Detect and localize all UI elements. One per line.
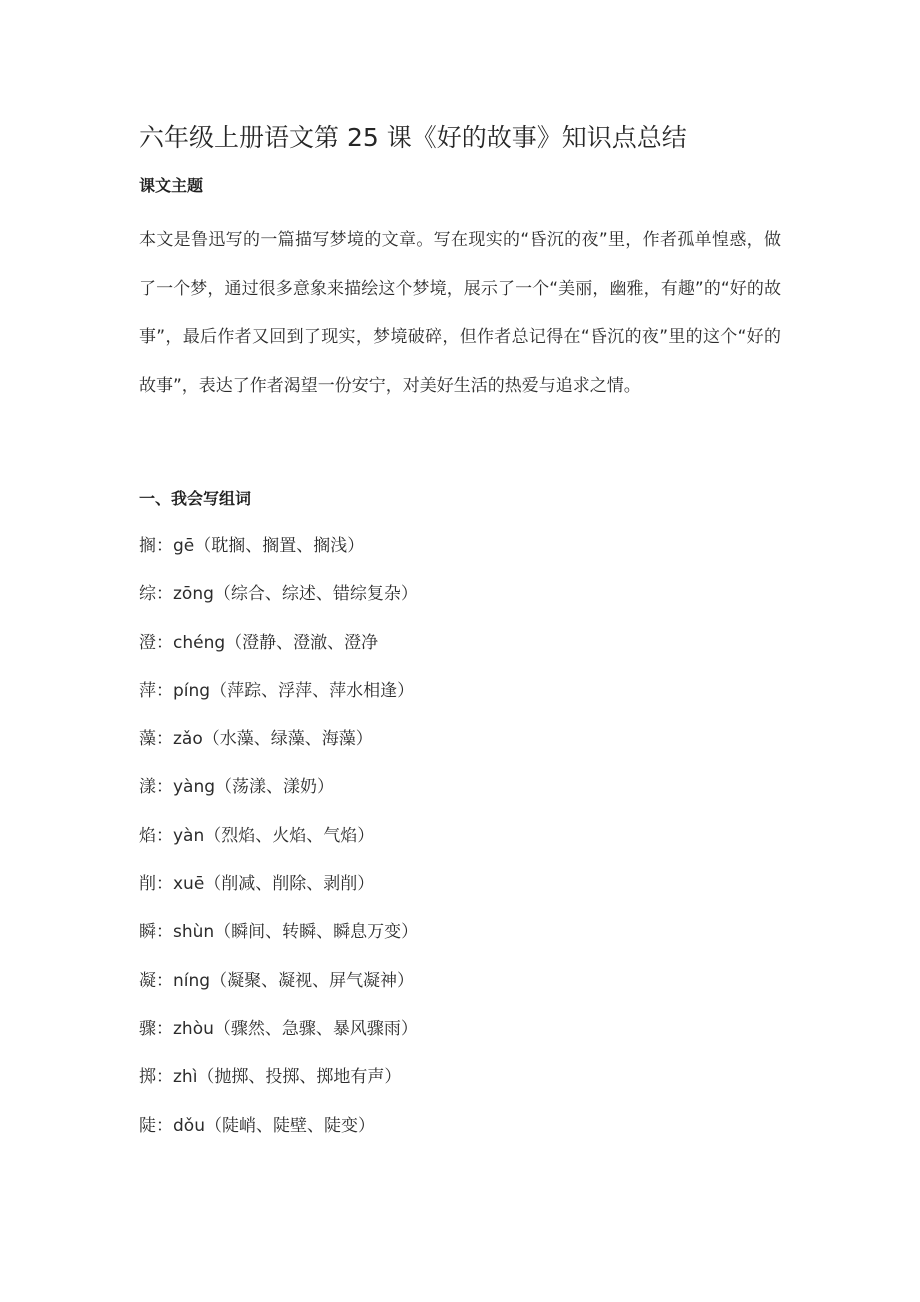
vocab-item: 削：xuē（削减、削除、剥削）	[139, 874, 375, 895]
vocab-item: 搁：gē（耽搁、搁置、搁浅）	[139, 536, 365, 556]
vocab-item: 藻：zǎo（水藻、绿藻、海藻）	[139, 729, 373, 750]
vocab-item: 焰：yàn（烈焰、火焰、气焰）	[139, 825, 375, 846]
vocab-item: 澄：chéng（澄静、澄澈、澄净	[139, 632, 379, 653]
vocab-item: 陡：dǒu（陡峭、陡壁、陡变）	[139, 1115, 375, 1136]
vocab-item: 综：zōng（综合、综述、错综复杂）	[139, 584, 418, 605]
theme-heading: 课文主题	[139, 176, 204, 195]
intro-paragraph: 本文是鲁迅写的一篇描写梦境的文章。写在现实的“昏沉的夜”里，作者孤单惶惑，做了一个梦，通过很多意象来描绘这个梦境，展示了一个“美丽，幽雅，有趣”的“好的故事”，最后作者又回到了现实，梦境破碎，但作者总记得在“昏沉的夜”里的这个“好的故事”，表达了作者渴望一份安宁，对美好生活的热爱与追求之情。	[139, 230, 781, 396]
vocab-item: 掷：zhì（抛掷、投掷、掷地有声）	[139, 1067, 402, 1088]
vocab-item: 漾：yàng（荡漾、漾奶）	[139, 777, 335, 798]
vocab-heading: 一、我会写组词	[139, 489, 252, 508]
vocab-item: 骤：zhòu（骤然、急骤、暴风骤雨）	[139, 1018, 418, 1039]
vocab-item: 瞬：shùn（瞬间、转瞬、瞬息万变）	[139, 922, 419, 943]
vocab-item: 萍：píng（萍踪、浮萍、萍水相逢）	[139, 680, 415, 701]
document-title: 六年级上册语文第 25 课《好的故事》知识点总结	[139, 123, 687, 152]
vocab-list	[139, 532, 418, 1160]
vocab-item: 凝：níng（凝聚、凝视、屏气凝神）	[139, 970, 415, 991]
